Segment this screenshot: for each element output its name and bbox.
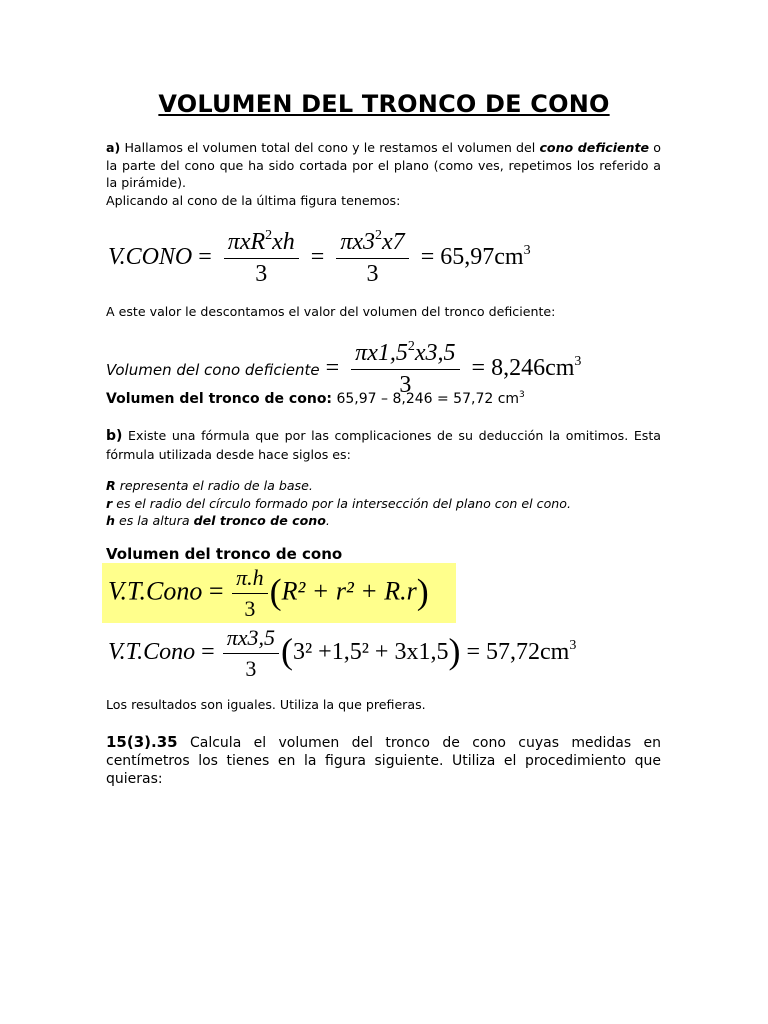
part-a-label: a) [106,140,121,155]
part-a-intro: Aplicando al cono de la última figura tenemos: [106,192,401,208]
definition-h [106,512,661,530]
formula-deficiente-num-tail: x3,5 [414,340,456,366]
formula-cono-den2: 3 [366,261,379,287]
formula-general: V.T.Cono = $\frac{\pi.h}{3}$ (R² + r² + R.r) [108,565,429,621]
formula-cono-lhs: V.CONO [108,244,193,271]
formula-numeric-den: 3 [245,656,257,681]
exercise-number: 15(3).35 [106,733,178,751]
volume-result [106,391,661,409]
part-a-text-1: Hallamos el volumen total del cono y le restamos el volumen del [124,140,536,155]
part-a-text-2: o la parte del cono que ha sido cortada por el plano (como ves, repetimos los referido a la pirámide). [106,140,661,190]
part-b-label: b) [106,428,123,444]
definition-h-end: . [325,513,330,528]
formula-cono: V.CONO = $\frac{\pi xR^2xh}{3}$ = $\frac{\pi x3^2x7}{3}$ = $65,97cm^3$ [108,228,531,287]
volume-result-exp: 3 [519,390,525,400]
formula-numeric-result-exp: 3 [569,638,577,654]
definition-R [106,477,661,495]
formula-cono-den1: 3 [255,261,268,287]
volume-result-label: Volumen del tronco de cono: [106,391,333,407]
formula-numeric: V.T.Cono = $\frac{\pi x3,5}{3}$ $(3^2 +1,5^2 + 3x1,5) = 57,72cm^3$ [108,625,577,681]
definition-h-text: es la altura [118,513,190,528]
part-a-emphasis: cono deficiente [539,140,650,155]
formula-cono-num2-exp: 2 [375,228,383,243]
definition-r-var: r [106,495,113,511]
discount-text: A este valor le descontamos el valor del volumen del tronco deficiente: [106,304,556,319]
formula-deficiente-result: 8,246cm [491,355,575,382]
part-b-paragraph [106,427,661,463]
formula-cono-fraction-1 [224,229,299,288]
formula-cono-num1-tail: xh [272,229,295,255]
definition-r-text: es el radio del círculo formado por la intersección del plano con el cono. [116,495,571,511]
formula-numeric-num: πx3,5 [223,625,279,654]
definitions-list [106,477,661,530]
part-b-text: Existe una fórmula que por las complicaciones de su deducción la omitimos. Esta fórmula utilizada desde hace siglos es: [106,428,661,462]
formula-general-lhs: V.T.Cono [108,576,203,606]
formula-cono-fraction-2 [336,229,408,288]
part-a-paragraph [106,139,661,209]
definition-R-text: representa el radio de la base. [119,478,313,493]
formula-general-paren: R² + r² + R.r [281,576,417,606]
formula-deficiente-label: Volumen del cono deficiente [106,361,320,380]
formula-numeric-result: 57,72cm [486,639,570,666]
page-title: VOLUMEN DEL TRONCO DE CONO [158,90,610,118]
definition-R-var: R [106,478,116,493]
formula-numeric-paren: 3² +1,5² + 3x1,5 [292,639,449,666]
formula-cono-result: 65,97cm [440,244,524,271]
formula-cono-num2-tail: x7 [382,229,405,255]
formula-cono-num1: πxR [227,229,266,255]
formula-numeric-lhs: V.T.Cono [108,639,196,666]
formula-numeric-fraction [223,625,279,682]
formula-general-den: 3 [244,596,256,621]
formula-deficiente-den: 3 [399,372,412,398]
definition-r [106,495,661,513]
formula-cono-num2: πx3 [340,229,376,255]
formula-cono-result-exp: 3 [523,243,531,259]
formula-deficiente-result-exp: 3 [574,354,582,370]
volume-result-value: 65,97 – 8,246 = 57,72 cm [336,391,520,407]
formula-general-fraction [232,565,268,622]
formula-cono-num1-exp: 2 [265,228,273,243]
formula-general-num: π.h [232,565,268,594]
formula-heading: Volumen del tronco de cono [106,545,343,563]
conclusion-text: Los resultados son iguales. Utiliza la que prefieras. [106,697,426,712]
formula-deficiente: Volumen del cono deficiente = $\frac{\pi x1,5^2x3,5}{3}$ = $8,246cm^3$ [106,339,582,398]
formula-deficiente-num-exp: 2 [407,339,415,354]
definition-h-bold-tail: del tronco de cono [193,513,326,528]
exercise-paragraph [106,733,661,788]
exercise-text: Calcula el volumen del tronco de cono cuyas medidas en centímetros los tienes en la figura siguiente. Utiliza el procedimiento que quieras: [106,735,662,787]
formula-deficiente-num: πx1,5 [355,340,408,366]
definition-h-var: h [106,513,115,528]
